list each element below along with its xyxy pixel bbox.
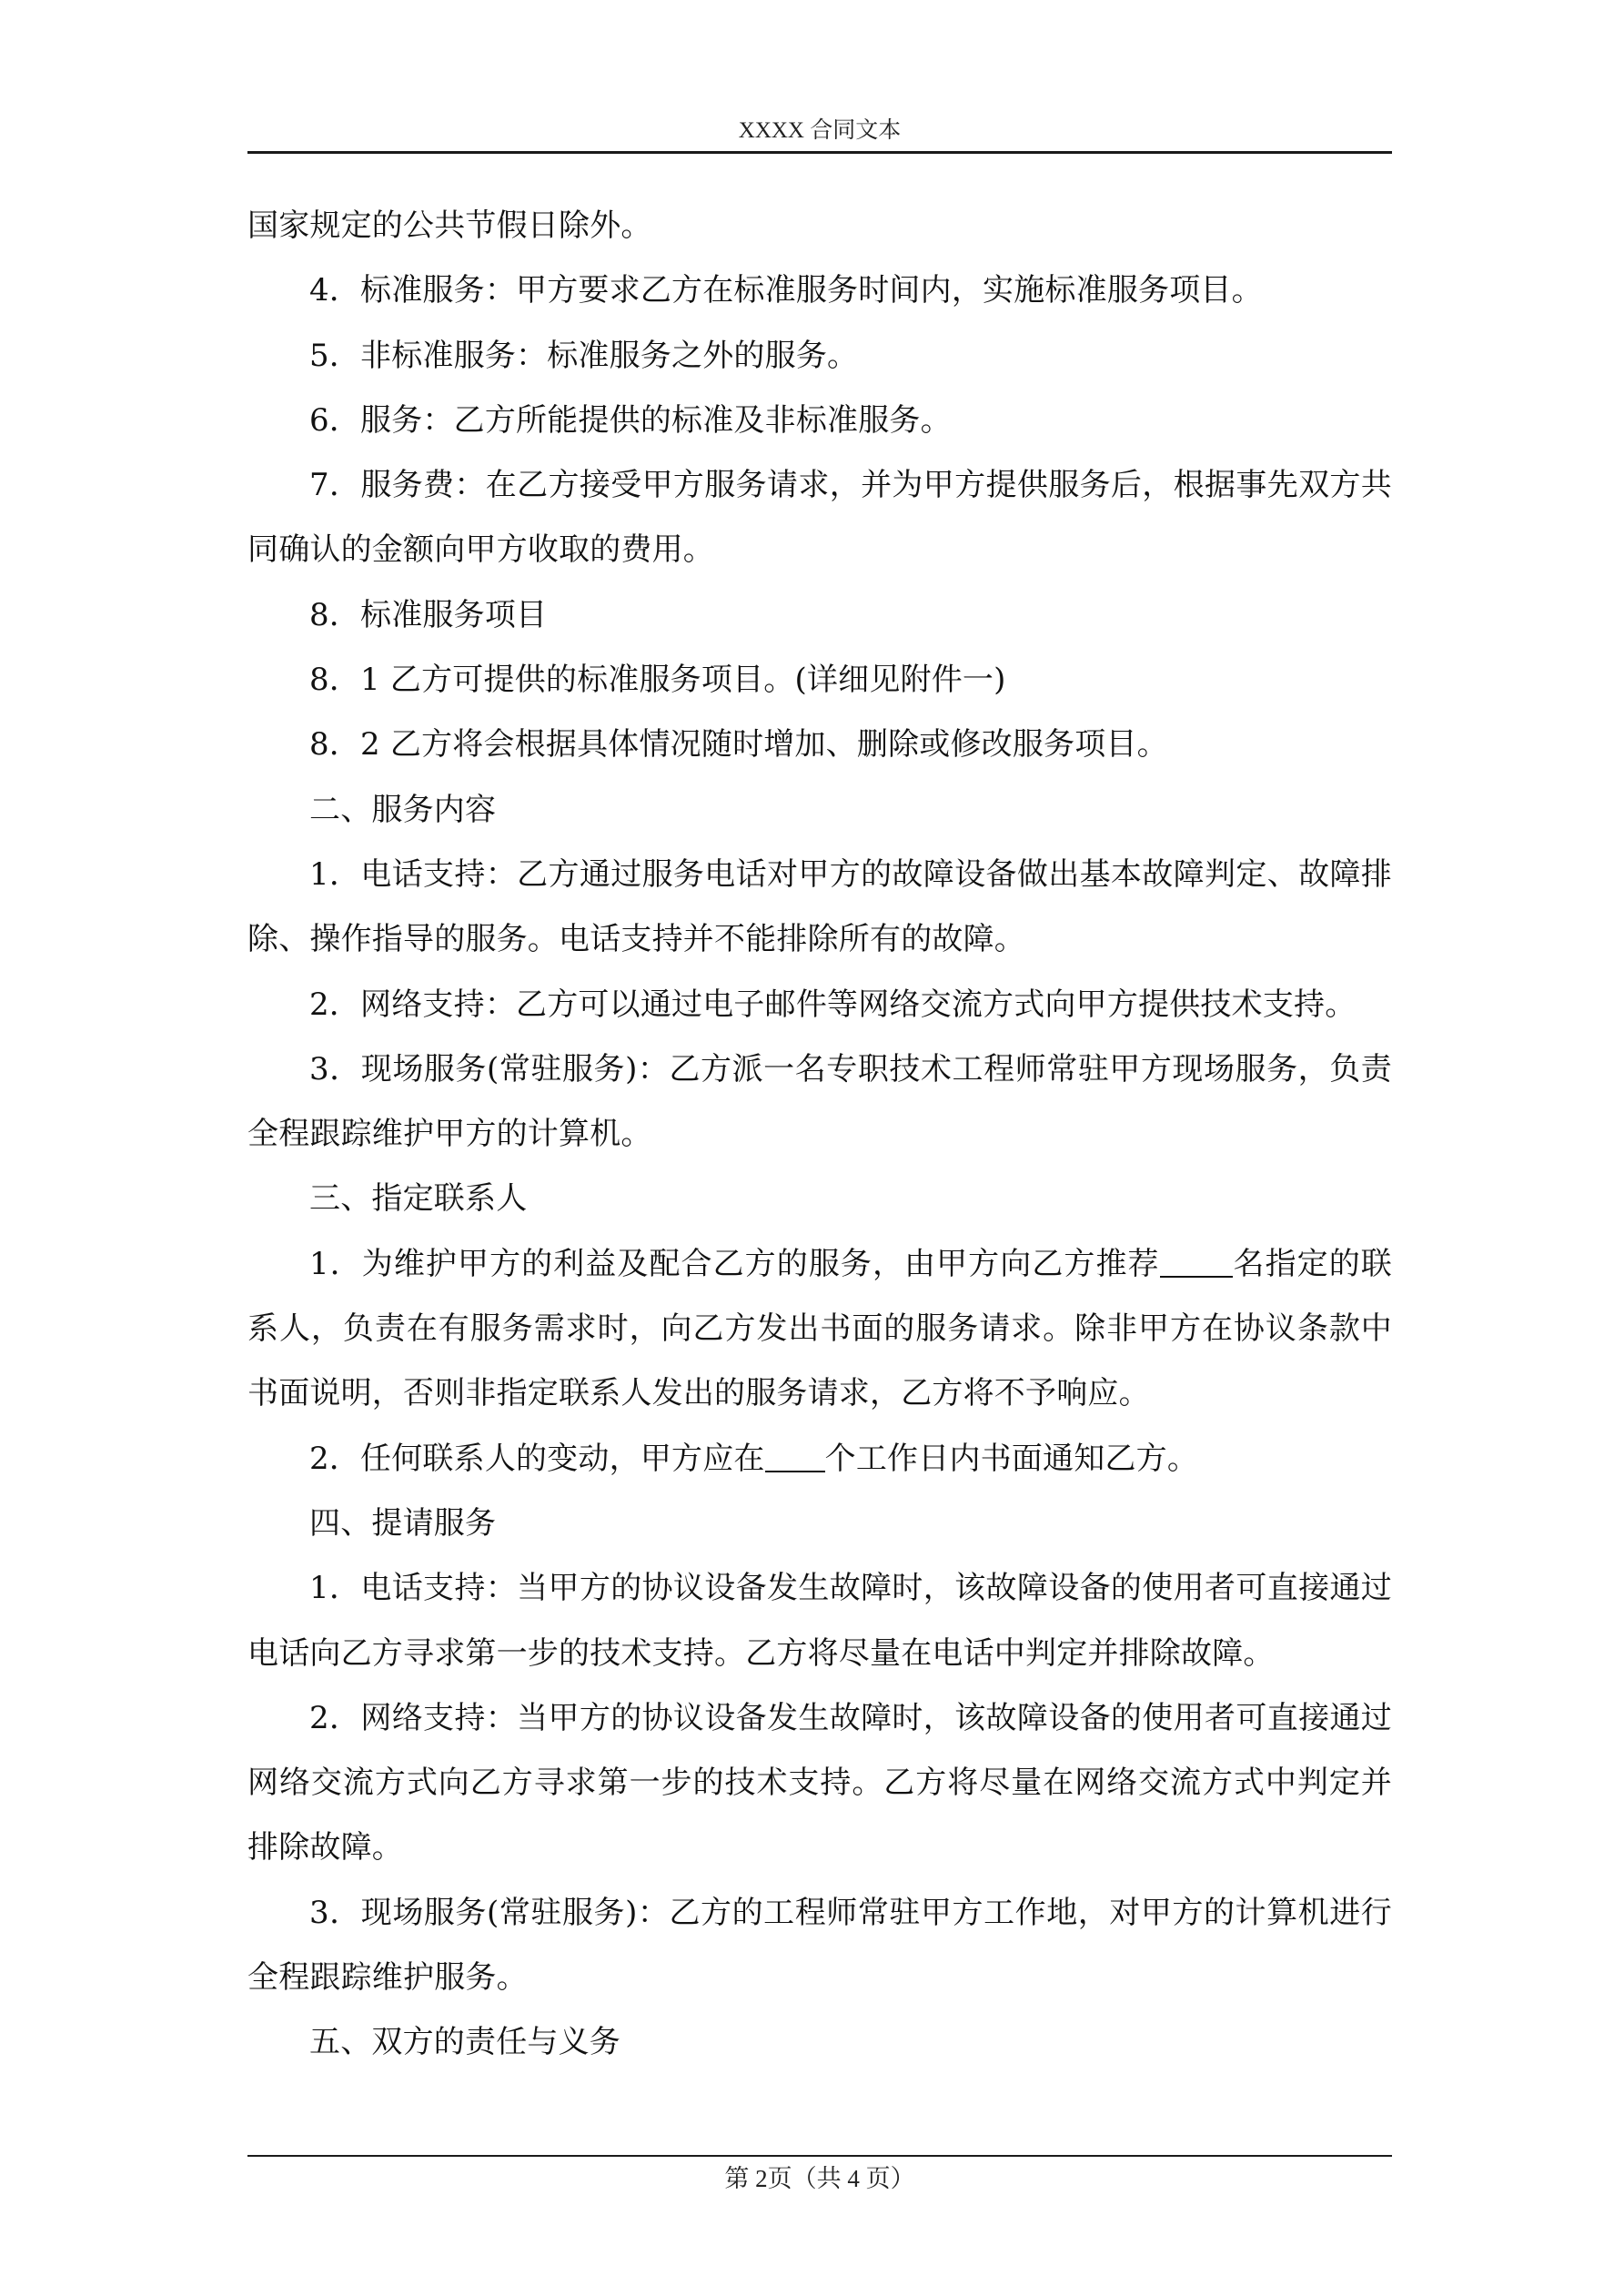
paragraph-text-after-blank: 名指定的联系人，负责在有服务需求时，向乙方发出书面的服务请求。除非甲方在协议条款中书面说明，否则非指定联系人发出的服务请求，乙方将不予响应。 xyxy=(247,1245,1393,1412)
paragraph: 8．标准服务项目 xyxy=(309,596,548,633)
paragraph-text-before-blank: 2．任何联系人的变动，甲方应在 xyxy=(309,1440,765,1477)
paragraph: 2．网络支持：乙方可以通过电子邮件等网络交流方式向甲方提供技术支持。 xyxy=(309,986,1357,1023)
document-body xyxy=(247,194,1392,2076)
paragraph: 5．非标准服务：标准服务之外的服务。 xyxy=(309,337,859,374)
section-heading: 二、服务内容 xyxy=(309,791,497,828)
paragraph xyxy=(247,1232,1392,1427)
paragraph: 国家规定的公共节假日除外。 xyxy=(247,207,652,244)
section-heading: 五、双方的责任与义务 xyxy=(309,2024,620,2061)
section-heading: 三、指定联系人 xyxy=(309,1180,528,1218)
page-number: 第 2页（共 4 页） xyxy=(724,2165,915,2192)
paragraph: 2．网络支持：当甲方的协议设备发生故障时，该故障设备的使用者可直接通过网络交流方式向乙方寻求第一步的技术支持。乙方将尽量在网络交流方式中判定并排除故障。 xyxy=(247,1699,1392,1866)
paragraph-text-after-blank: 个工作日内书面通知乙方。 xyxy=(824,1440,1199,1477)
header-title: XXXX 合同文本 xyxy=(738,118,902,143)
paragraph: 7．服务费：在乙方接受甲方服务请求，并为甲方提供服务后，根据事先双方共同确认的金额向甲方收取的费用。 xyxy=(247,467,1392,569)
page-footer xyxy=(247,2155,1392,2200)
page-header xyxy=(247,111,1392,154)
paragraph: 1．电话支持：当甲方的协议设备发生故障时，该故障设备的使用者可直接通过电话向乙方寻求第一步的技术支持。乙方将尽量在电话中判定并排除故障。 xyxy=(247,1570,1392,1672)
paragraph: 8．2 乙方将会根据具体情况随时增加、删除或修改服务项目。 xyxy=(309,726,1168,764)
paragraph-text-before-blank: 1．为维护甲方的利益及配合乙方的服务，由甲方向乙方推荐 xyxy=(309,1245,1160,1282)
paragraph xyxy=(247,1427,1392,1492)
paragraph: 1．电话支持：乙方通过服务电话对甲方的故障设备做出基本故障判定、故障排除、操作指导的服务。电话支持并不能排除所有的故障。 xyxy=(247,855,1392,958)
paragraph: 4．标准服务：甲方要求乙方在标准服务时间内，实施标准服务项目。 xyxy=(309,272,1263,309)
section-heading: 四、提请服务 xyxy=(309,1504,497,1542)
fill-in-blank xyxy=(1160,1245,1233,1278)
paragraph: 6．服务：乙方所能提供的标准及非标准服务。 xyxy=(309,401,952,439)
paragraph: 3．现场服务(常驻服务)：乙方派一名专职技术工程师常驻甲方现场服务，负责全程跟踪维护甲方的计算机。 xyxy=(247,1050,1392,1153)
paragraph: 3．现场服务(常驻服务)：乙方的工程师常驻甲方工作地，对甲方的计算机进行全程跟踪维护服务。 xyxy=(247,1894,1392,1997)
paragraph: 8．1 乙方可提供的标准服务项目。(详细见附件一) xyxy=(309,662,1006,699)
fill-in-blank xyxy=(765,1440,825,1472)
